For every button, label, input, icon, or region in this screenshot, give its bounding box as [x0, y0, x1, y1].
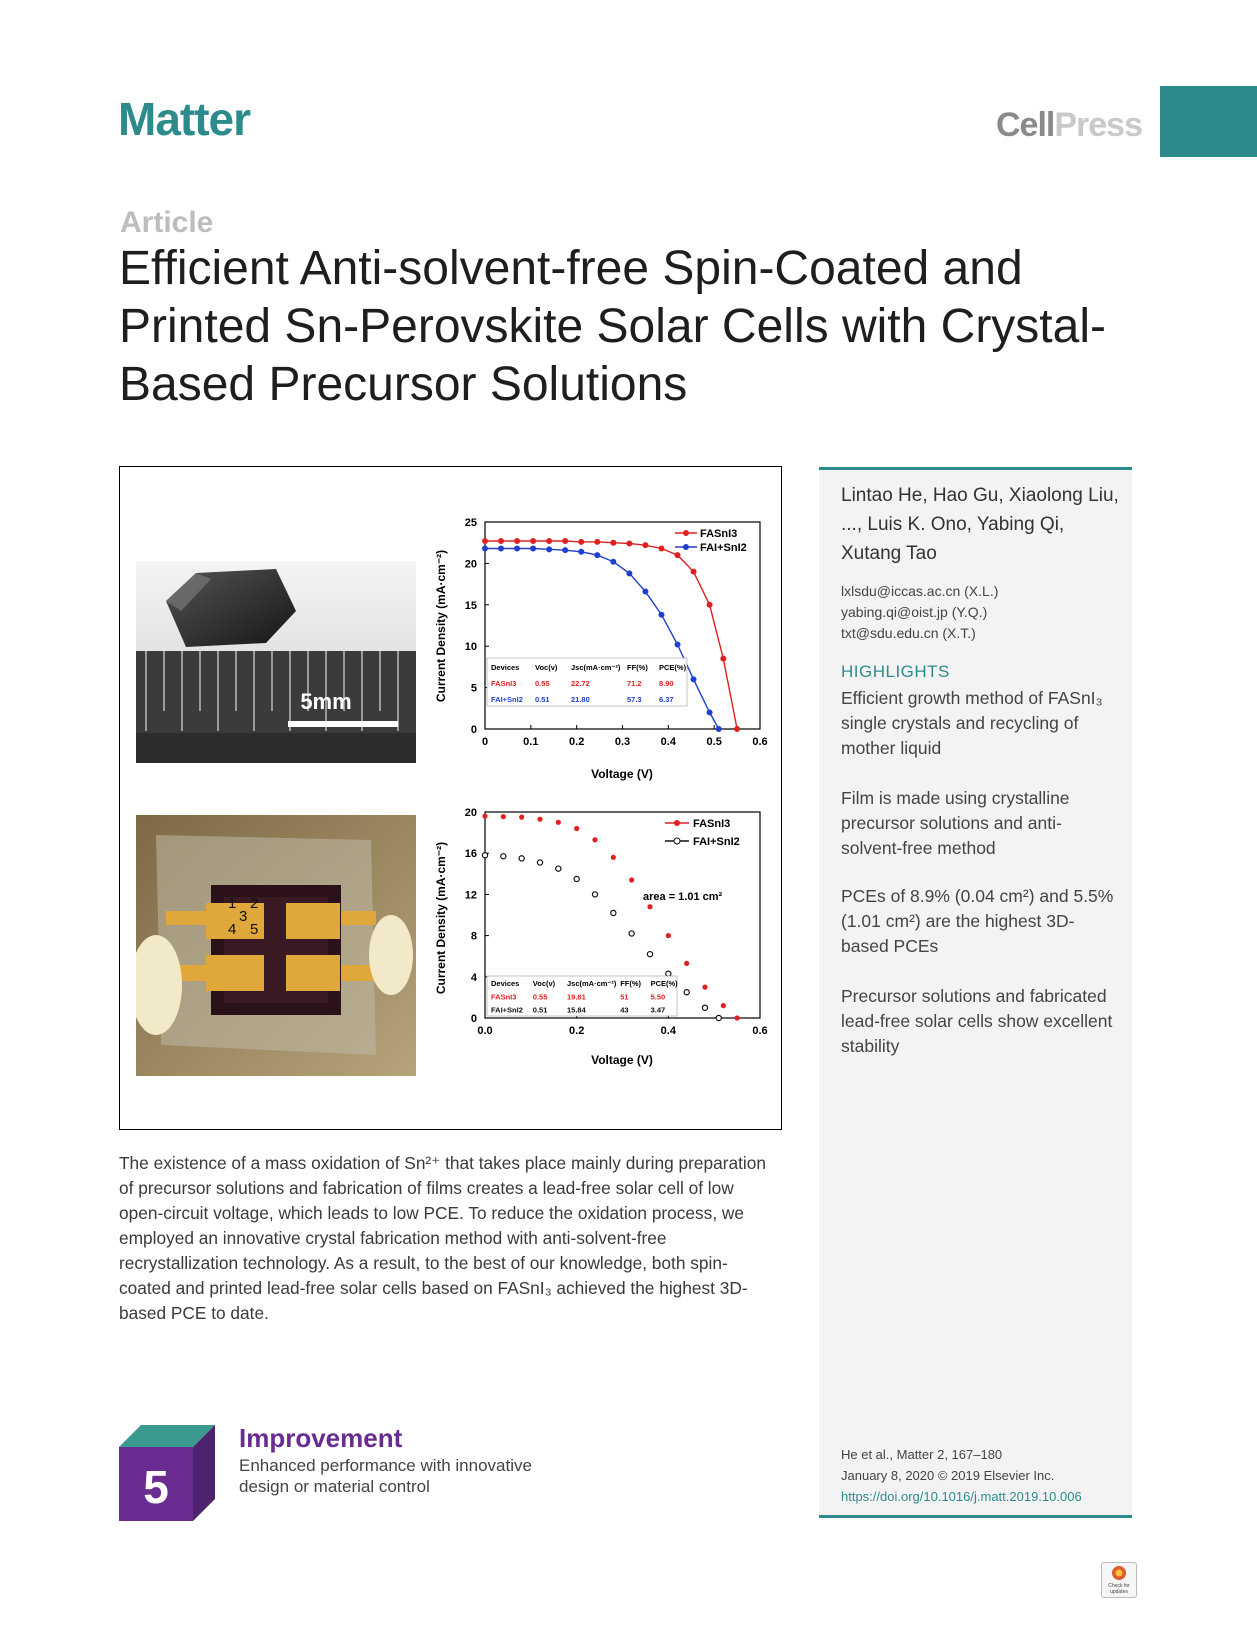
y-axis-label: Current Density (mA·cm⁻²): [434, 549, 448, 703]
data-point: [716, 1015, 721, 1020]
x-tick-label: 0.2: [569, 1025, 585, 1037]
y-tick-label: 12: [464, 889, 477, 902]
table-header-cell: Jsc(mA·cm⁻²): [571, 663, 621, 672]
highlight-item: Film is made using crystalline precursor solutions and anti-solvent-free method: [841, 788, 1070, 858]
data-point: [647, 952, 652, 957]
data-point: [556, 820, 561, 825]
crystal-photo: [136, 561, 416, 763]
legend-marker-fasni3: [683, 530, 689, 536]
data-point: [574, 826, 579, 831]
pixel-label: 2: [250, 895, 259, 912]
table-header-cell: Jsc(mA·cm⁻²): [567, 979, 617, 988]
table-header-cell: PCE(%): [650, 979, 678, 988]
data-point: [537, 860, 542, 865]
data-point: [629, 931, 634, 936]
highlight-item: PCEs of 8.9% (0.04 cm²) and 5.5% (1.01 cm²) are the highest 3D-based PCEs: [841, 886, 1114, 956]
data-point: [666, 933, 671, 938]
article-title: [119, 240, 1159, 414]
data-point: [482, 814, 487, 819]
jv-chart-spin-coated: [427, 508, 772, 788]
data-point: [702, 985, 707, 990]
data-point: [666, 971, 671, 976]
table-cell: FASnI3: [491, 992, 517, 1002]
title-line-2: Printed Sn-Perovskite Solar Cells with Crystal-: [119, 300, 1106, 353]
table-cell: 0.55: [532, 992, 548, 1002]
x-axis-label: Voltage (V): [591, 767, 653, 781]
data-point: [594, 552, 600, 558]
data-point: [720, 656, 726, 662]
table-header-cell: PCE(%): [659, 663, 687, 672]
table-cell: FAI+SnI2: [491, 1005, 523, 1015]
data-point: [530, 538, 536, 544]
author-list: Lintao He, Hao Gu, Xiaolong Liu, ..., Luis K. Ono, Yabing Qi, Xutang Tao: [841, 485, 1119, 564]
data-point: [716, 726, 722, 732]
data-point: [546, 546, 552, 552]
y-tick-label: 0: [470, 1013, 477, 1025]
table-cell: 5.50: [650, 992, 666, 1002]
data-point: [556, 866, 561, 871]
data-point: [707, 709, 713, 715]
table-cell: 19.61: [567, 992, 586, 1002]
progress-description: Enhanced performance with innovative design or material control: [239, 1456, 532, 1496]
parameter-table: [487, 976, 678, 1016]
x-tick-label: 0.1: [523, 736, 539, 748]
table-cell: 15.84: [567, 1005, 586, 1015]
pixel-label: 4: [228, 921, 237, 938]
data-point: [611, 910, 616, 915]
y-tick-label: 16: [464, 848, 477, 861]
data-point: [629, 877, 634, 882]
doi-link[interactable]: https://doi.org/10.1016/j.matt.2019.10.006: [841, 1489, 1082, 1504]
publisher-logo-press: Press: [1054, 106, 1142, 144]
data-point: [658, 612, 664, 618]
article-type: Article: [120, 206, 214, 239]
table-cell: 57.3: [627, 695, 642, 704]
y-tick-label: 15: [464, 599, 477, 612]
data-point: [592, 892, 597, 897]
table-cell: 3.47: [650, 1005, 666, 1015]
table-cell: 0.55: [535, 679, 550, 688]
scale-bar-label: 5mm: [300, 689, 352, 714]
y-tick-label: 5: [470, 682, 477, 695]
scale-bar: [288, 721, 398, 727]
data-point: [707, 602, 713, 608]
table-cell: 6.37: [659, 695, 674, 704]
x-tick-label: 0.5: [706, 736, 722, 748]
data-point: [574, 876, 579, 881]
data-point: [734, 726, 740, 732]
data-point: [578, 549, 584, 555]
y-tick-label: 0: [470, 724, 477, 736]
data-point: [519, 815, 524, 820]
x-tick-label: 0.6: [752, 1025, 768, 1037]
data-point: [721, 1003, 726, 1008]
y-tick-label: 25: [464, 517, 477, 529]
table-cell: 0.51: [535, 695, 550, 704]
data-point: [482, 538, 488, 544]
pixel-label: 1: [228, 895, 237, 912]
x-tick-label: 0: [481, 736, 489, 748]
table-header-cell: FF(%): [620, 979, 642, 988]
publisher-logo-cell: Cell: [996, 106, 1055, 144]
contact-emails: [841, 581, 998, 644]
table-cell: 22.72: [571, 679, 590, 688]
table-header-cell: FF(%): [627, 663, 648, 672]
data-point: [610, 559, 616, 565]
summary-paragraph: The existence of a mass oxidation of Sn²⁺ that takes place mainly during preparation of precursor solutions and fabrication of films creates a lead-free solar cell of low open-circuit voltage, which leads to low PCE. To reduce the oxidation process, we employed an innovative crystal fabrication method with anti-solvent-free recrystallization technology. As a result, to the best of our knowledge, both spin-coated and printed lead-free solar cells based on FASnI₃ achieved the highest 3D-based PCE to date.: [119, 1153, 766, 1323]
data-point: [530, 545, 536, 551]
data-point: [498, 545, 504, 551]
parameter-table: [487, 658, 687, 706]
check-for-updates-button[interactable]: [1101, 1562, 1137, 1598]
highlights-heading: HIGHLIGHTS: [841, 662, 950, 681]
citation-line: January 8, 2020 © 2019 Elsevier Inc.: [841, 1468, 1055, 1483]
data-point: [482, 545, 488, 551]
legend-label-fai-sni2: FAI+SnI2: [700, 542, 747, 554]
pixel-label: 3: [239, 908, 248, 925]
title-line-3: Based Precursor Solutions: [119, 358, 688, 411]
data-point: [562, 538, 568, 544]
x-tick-label: 0.4: [660, 736, 676, 748]
y-tick-label: 4: [470, 971, 477, 984]
data-point: [658, 545, 664, 551]
table-cell: 21.80: [571, 695, 590, 704]
x-tick-label: 0.2: [569, 736, 585, 748]
x-tick-label: 0.0: [477, 1025, 493, 1037]
y-axis-label: Current Density (mA·cm⁻²): [434, 841, 448, 995]
legend: [665, 818, 740, 848]
data-point: [514, 545, 520, 551]
highlight-item: Precursor solutions and fabricated lead-free solar cells show excellent stability: [841, 986, 1113, 1056]
jv-chart-printed: [427, 800, 772, 1078]
y-tick-label: 20: [464, 558, 477, 571]
citation-line: He et al., Matter 2, 167–180: [841, 1447, 1003, 1462]
table-cell: FASnI3: [491, 679, 517, 688]
table-header-cell: Devices: [491, 979, 520, 988]
publisher-logo: [996, 106, 1142, 145]
data-point: [514, 538, 520, 544]
title-line-1: Efficient Anti-solvent-free Spin-Coated and: [119, 242, 1023, 295]
data-point: [501, 854, 506, 859]
data-point: [482, 853, 487, 858]
data-point: [684, 961, 689, 966]
table-cell: 43: [620, 1005, 629, 1015]
table-header-cell: Devices: [491, 663, 520, 672]
x-tick-label: 0.3: [614, 736, 631, 748]
device-photo: [136, 815, 416, 1076]
data-point: [642, 542, 648, 548]
data-point: [546, 538, 552, 544]
table-header-cell: Voc(v): [532, 979, 556, 988]
data-point: [642, 589, 648, 595]
legend-label-fai-sni2: FAI+SnI2: [693, 836, 740, 848]
table-cell: 0.51: [532, 1005, 548, 1015]
data-point: [675, 552, 681, 558]
table-cell: FAI+SnI2: [491, 695, 523, 704]
data-point: [702, 1005, 707, 1010]
table-cell: 51: [620, 992, 629, 1002]
data-point: [594, 539, 600, 545]
legend-marker-fai-sni2: [674, 838, 680, 844]
x-axis-label: Voltage (V): [591, 1053, 653, 1067]
data-point: [610, 540, 616, 546]
check-updates-icon: [1102, 1563, 1136, 1583]
legend-label-fasni3: FASnI3: [700, 528, 738, 540]
data-point: [684, 990, 689, 995]
table-header-cell: Voc(v): [535, 663, 558, 672]
data-point: [562, 547, 568, 553]
highlight-item: Efficient growth method of FASnI₃ single crystals and recycling of mother liquid: [841, 688, 1103, 758]
corner-tab: [1160, 86, 1257, 157]
data-point: [592, 837, 597, 842]
data-point: [611, 855, 616, 860]
data-point: [734, 1015, 739, 1020]
y-tick-label: 8: [470, 930, 477, 943]
data-point: [498, 538, 504, 544]
y-tick-label: 10: [464, 641, 477, 654]
legend-marker-fai-sni2: [683, 544, 689, 550]
data-point: [501, 814, 506, 819]
data-point: [519, 856, 524, 861]
x-tick-label: 0.4: [660, 1025, 676, 1037]
legend-label-fasni3: FASnI3: [693, 818, 731, 830]
email-link[interactable]: lxlsdu@iccas.ac.cn (X.L.): [841, 583, 999, 599]
table-cell: 71.2: [627, 679, 642, 688]
data-point: [691, 676, 697, 682]
area-annotation: area = 1.01 cm²: [643, 891, 723, 903]
progress-number: 5: [143, 1461, 169, 1513]
data-point: [626, 570, 632, 576]
legend-marker-fasni3: [674, 820, 680, 826]
email-link[interactable]: txt@sdu.edu.cn (X.T.): [841, 625, 976, 641]
table-cell: 8.90: [659, 679, 674, 688]
x-tick-label: 0.6: [752, 736, 768, 748]
data-point: [647, 904, 652, 909]
progress-title: Improvement: [239, 1423, 403, 1453]
data-point: [691, 569, 697, 575]
data-point: [537, 817, 542, 822]
progress-cube-icon: [119, 1425, 215, 1521]
data-point: [675, 642, 681, 648]
pixel-label: 5: [250, 921, 259, 938]
legend: [675, 528, 747, 554]
data-point: [578, 539, 584, 545]
data-point: [626, 541, 632, 547]
y-tick-label: 20: [464, 807, 477, 819]
citation-block: [841, 1444, 1082, 1507]
check-updates-label: Check for updates: [1108, 1583, 1130, 1595]
journal-logo: Matter: [118, 93, 251, 145]
email-link[interactable]: yabing.qi@oist.jp (Y.Q.): [841, 604, 988, 620]
